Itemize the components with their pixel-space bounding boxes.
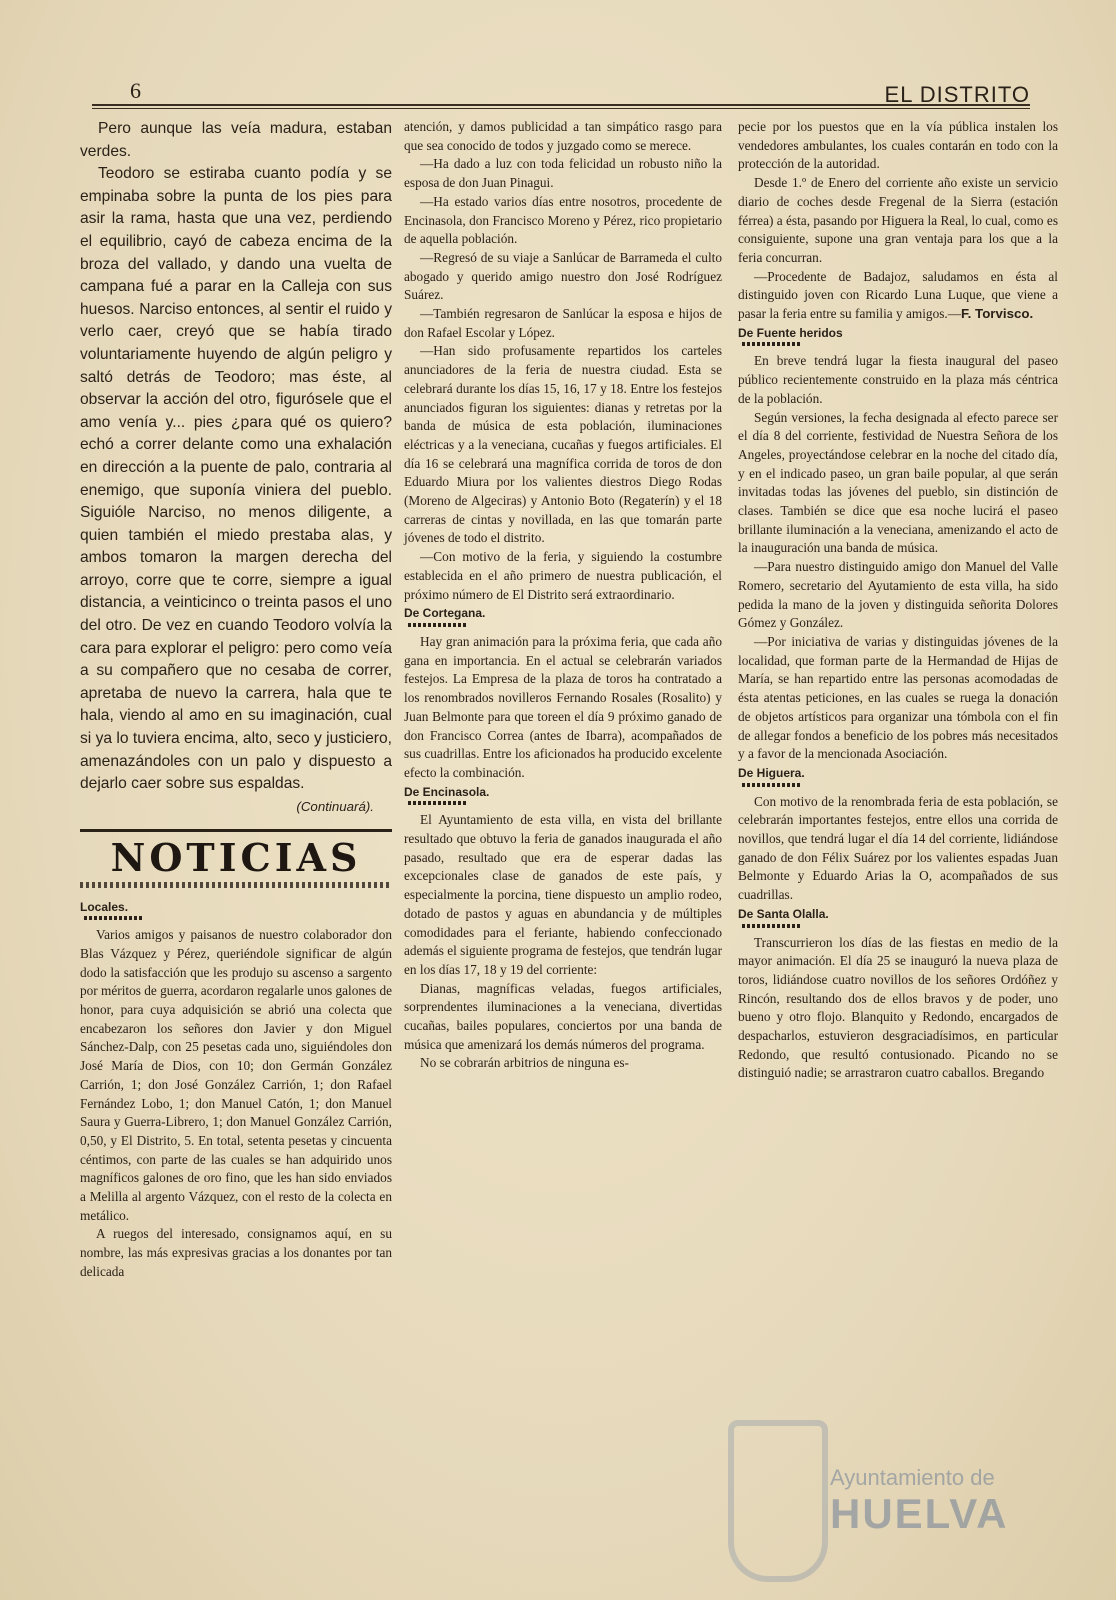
news-paragraph: Varios amigos y paisanos de nuestro colaborador don Blas Vázquez y Pérez, queriéndole significar de algún dodo la satisfacción que les produjo su ascenso a sargento por méritos de guerra, acordaron regalarle unos galones de honor, para cuya adquisición se abrió una colecta que encabezaron los señores don Javier y don Miguel Sánchez-Dalp, con 25 pesetas cada uno, siguiéndoles don José María de Dios, con 10; don Germán González Carrión, 1; don José González Carrión, 1; don Rafael Fernández Lobo, 1; don Manuel Catón, 1; don Manuel Saura y Guerra-Librero, 1; don Manuel González Carrión, 0,50, y El Distrito, 5. En total, setenta pesetas y cincuenta céntimos, con parte de las cuales se han adquirido unos magníficos galones de oro fino, que les han sido enviados a Melilla al argento Vázquez, con el resto de la colecta en metálico. (80, 927, 392, 1223)
column-2 (404, 118, 722, 1073)
news-paragraph (738, 268, 1058, 324)
heading-ornament (80, 882, 392, 888)
signature: F. Torvisco. (961, 306, 1034, 322)
news-paragraph: atención, y damos publicidad a tan simpático rasgo para que sea conocido de todos y juzgado como se merece. (404, 119, 722, 153)
news-paragraph: —Han sido profusamente repartidos los carteles anunciadores de la feria de nuestra ciudad. Esta se celebrará durante los días 15, 16, 17 y 18. Entre los festejos anunciados figuran los siguientes: dianas y retretas por la banda de música de esta población, iluminaciones eléctricas y a la veneciana, cucañas y fuegos artificiales. El día 16 se celebrará una magnífica corrida de toros de don Eduardo Miura por los valientes diestros Diego Rodas (Moreno de Algeciras) y Antonio Boto (Regaterín) y el 18 carreras de cintas y novillada, en las que tomarán parte jóvenes de todo el distrito. (404, 343, 722, 546)
news-paragraph: Según versiones, la fecha designada al efecto parece ser el día 8 del corriente, festividad de Nuestra Señora de los Angeles, proyectándose celebrar en la noche del citado día, y en el indicado paseo, un gran baile popular, al que serán invitadas todas las jóvenes del pueblo, sin distinción de clases. También se dice que esa noche lucirá el paseo brillante iluminación a la veneciana, amenizando el acto de la inauguración una banda de música. (738, 409, 1058, 556)
story-paragraph: Pero aunque las veía madura, estaban verdes. (80, 120, 392, 160)
newspaper-title: EL DISTRITO (884, 82, 1030, 107)
news-paragraph: —También regresaron de Sanlúcar la esposa e hijos de don Rafael Escolar y López. (404, 306, 722, 340)
column-1 (80, 118, 392, 1282)
news-paragraph: —Ha dado a luz con toda felicidad un robusto niño la esposa de don Juan Pinagui. (404, 156, 722, 191)
news-paragraph: —Ha estado varios días entre nosotros, procedente de Encinasola, don Francisco Moreno y Pérez, rico propietario de aquella población. (404, 193, 722, 247)
locales-heading: Locales. (80, 899, 129, 914)
watermark-line1: Ayuntamiento de (830, 1465, 995, 1490)
news-paragraph: No se cobrarán arbitrios de ninguna es- (420, 1055, 629, 1071)
section-rule (80, 829, 392, 832)
heading-dots (742, 342, 802, 346)
news-text: —Procedente de Badajoz, saludamos en ésta al distinguido joven con Ricardo Luna Luque, que viene a pasar la feria entre su familia y amigos.— (738, 268, 1058, 322)
higuera-heading: De Higuera. (738, 765, 805, 780)
cortegana-heading: De Cortegana. (404, 606, 486, 621)
watermark-line2: HUELVA (830, 1490, 1009, 1537)
news-paragraph: —Para nuestro distinguido amigo don Manuel del Valle Romero, secretario del Ayutamiento de esta villa, ha sido pedida la mano de la joven y distinguida señorita Dolores Gómez y González. (738, 559, 1058, 631)
news-paragraph: Con motivo de la renombrada feria de esta población, se celebrarán importantes festejos, entre ellos una corrida de novillos, que tendrá lugar el día 14 del corriente, lidiándose ganado de don Félix Suárez por los valientes espadas Juan Belmonte y Eduardo Arias la O, acompañados de sus cuadrillas. (738, 793, 1058, 903)
news-paragraph: pecie por los puestos que en la vía pública instalen los vendedores ambulantes, los cuales contarán en todo con la protección de la autoridad. (738, 119, 1058, 172)
column-3 (738, 118, 1058, 1083)
heading-dots (742, 783, 802, 787)
santa-olalla-heading: De Santa Olalla. (738, 906, 829, 921)
news-paragraph: Hay gran animación para la próxima feria, que cada año gana en importancia. En el actual se celebrarán variados festejos. La Empresa de la plaza de toros ha contratado a los renombrados novilleros Fernando Rosales (Rosalito) y Juan Belmonte para que toreen el día 9 próximo ganado de don Francisco Correa (antes de Ibarra), acompañados de sus cuadrillas. Entre los aficionados ha producido excelente efecto la combinación. (404, 633, 722, 780)
story-paragraph: Teodoro se estiraba cuanto podía y se empinaba sobre la punta de los pies para asir la rama, hasta que una vez, perdiendo el equilibrio, cayó de cabeza encima de la broza del vallado, y dando una vuelta de campana fué a parar en la Calleja con sus huesos. Narciso entonces, al sentir el ruido y verlo caer, creyó que se había tirado voluntariamente huyendo de algún peligro y saltó detrás de Teodoro; mas éste, al observar la acción del otro, figurósele que el amo venía y... pies ¿para qué os quiero? echó a correr delante como una exhalación en dirección a la puente de palo, contraria al enemigo, que suponía viniera del pueblo. Siguióle Narciso, no menos diligente, a quien también el miedo prestaba alas, y ambos tomaron la margen derecha del arroyo, corre que te corre, siempre a igual distancia, a veinticinco o treinta pasos el uno del otro. De vez en cuando Teodoro volvía la cara para explorar el peligro: pero como veía a su compañero que no cesaba de correr, apretaba de nuevo la carrera, hala que te hala, viendo al amo en su imaginación, cual si ya lo tuviera encima, alto, seco y justiciero, amenazándoles con un palo y dispuesto a dejarlo caer sobre sus espaldas. (80, 165, 393, 793)
encinasola-heading: De Encinasola. (404, 784, 490, 799)
news-paragraph: —Con motivo de la feria, y siguiendo la costumbre establecida en el año primero de nuestra publicación, el próximo número de El Distrito será extraordinario. (404, 549, 722, 602)
heading-dots (84, 916, 144, 920)
news-paragraph: A ruegos del interesado, consignamos aquí, en su nombre, las más expresivas gracias a los donantes por tan delicada (80, 1226, 392, 1279)
locales-section (80, 898, 392, 1282)
heading-dots (408, 801, 468, 805)
news-paragraph: En breve tendrá lugar la fiesta inaugural del paseo público recientemente construido en la plaza más céntrica de la población. (738, 353, 1058, 406)
header-rule-thin (92, 108, 1030, 109)
continuara-note: (Continuará). (296, 798, 374, 814)
watermark-shield-icon (728, 1420, 828, 1582)
news-paragraph: Desde 1.º de Enero del corriente año existe un servicio diario de coches desde Fregenal de la Sierra (estación férrea) a ésta, pasando por Higuera la Real, lo cual, como es consiguiente, supone una gran ventaja para los que a la feria concurran. (738, 175, 1058, 265)
heading-dots (408, 623, 468, 627)
news-paragraph: Transcurrieron los días de las fiestas en medio de la mayor animación. El día 25 se inauguró la nueva plaza de toros, lidiándose cuatro novillos de los señores Ordóñez y Rincón, resultando dos de ellos bravos y de poder, uno bueno y otro flojo. Blanquito y Redondo, encargados de despacharlos, estuvieron desgraciadísimos, en particular Redondo, que resultó contusionado. Picando no se distinguió nadie; se arrastraron cuatro caballos. Bregando (738, 934, 1058, 1081)
news-paragraph: —Por iniciativa de varias y distinguidas jóvenes de la localidad, que forman parte de la Hermandad de Hijas de María, se han repartido entre las personas acomodadas de ésta atentas peticiones, en las cuales se ruega la donación de objetos artísticos para organizar una tómbola con el fin de allegar fondos a beneficio de los pobres más necesitados y a favor de la mencionada Asociación. (738, 633, 1058, 762)
header-rule (92, 104, 1030, 106)
news-paragraph: Dianas, magníficas veladas, fuegos artificiales, sorprendentes iluminaciones a la veneciana, divertidas cucañas, bailes populares, conciertos por una banda de música que amenizará los demás números del programa. (404, 980, 722, 1052)
page-number: 6 (130, 78, 141, 103)
noticias-heading: NOTICIAS (110, 834, 362, 880)
heading-dots (742, 924, 802, 928)
fuente-heridos-heading: De Fuente heridos (738, 325, 843, 340)
news-paragraph: —Regresó de su viaje a Sanlúcar de Barrameda el culto abogado y querido amigo nuestro don José Rodríguez Suárez. (404, 249, 722, 303)
news-paragraph: El Ayuntamiento de esta villa, en vista del brillante resultado que obtuvo la feria de ganados inaugurada el año pasado, resultado que era de esperar dadas las excepcionales clase de ganados de este país, y especialmente la porcina, tiene dispuesto un amplio rodeo, dotado de pastos y aguas en abundancia y de múltiples comodidades para el feriante, habiendo confeccionado además el siguiente programa de festejos, que tendrán lugar en los días 17, 18 y 19 del corriente: (404, 812, 722, 977)
